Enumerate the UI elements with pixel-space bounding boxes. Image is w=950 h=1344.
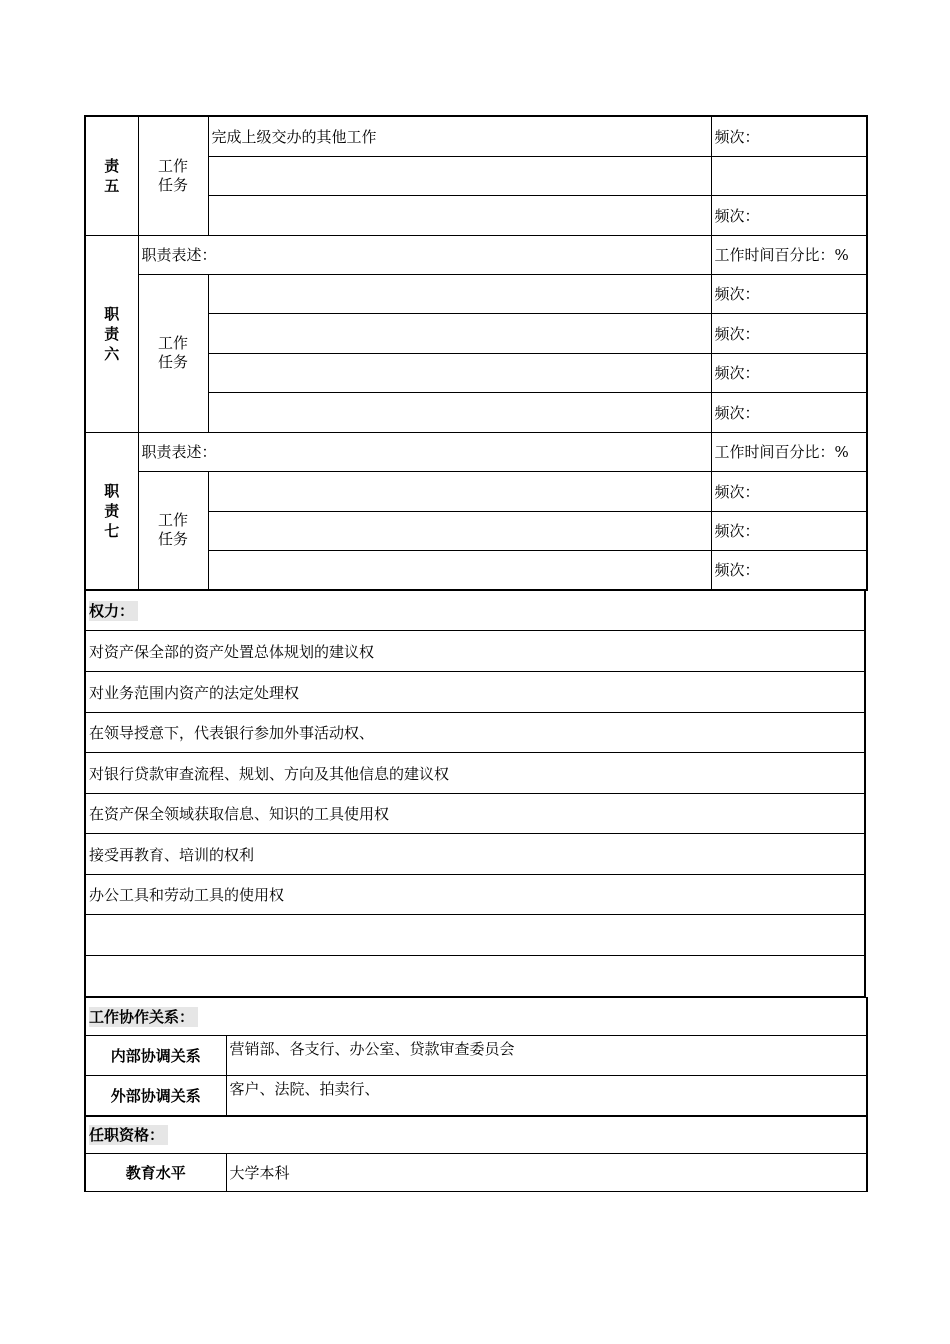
- duty5-freq-1: 频次：: [711, 116, 867, 156]
- duties-table: [84, 115, 868, 591]
- power-item-3: 在领导授意下，代表银行参加外事活动权、: [85, 713, 865, 753]
- duty7-time-percent: 工作时间百分比：%: [711, 432, 867, 471]
- power-item-9: [85, 956, 865, 997]
- duty6-task-1: [208, 274, 711, 313]
- duty7-freq-1: 频次：: [711, 471, 867, 511]
- duty6-freq-3: 频次：: [711, 353, 867, 392]
- internal-relations-value: 营销部、各支行、办公室、贷款审查委员会: [226, 1036, 867, 1076]
- power-item-6: 接受再教育、培训的权利: [85, 834, 865, 875]
- duty5-task-label: [138, 116, 208, 235]
- education-label: 教育水平: [85, 1154, 226, 1192]
- duty7-task-1: [208, 471, 711, 511]
- duty5-task-3: [208, 195, 711, 235]
- power-item-8: [85, 915, 865, 956]
- duty5-task-label-text: 工作 任务: [157, 156, 188, 194]
- duty6-label: [85, 235, 138, 432]
- duty5-label: [85, 116, 138, 235]
- power-item-1: 对资产保全部的资产处置总体规划的建议权: [85, 631, 865, 672]
- power-item-4: 对银行贷款审查流程、规划、方向及其他信息的建议权: [85, 753, 865, 794]
- power-item-2: 对业务范围内资产的法定处理权: [85, 672, 865, 713]
- power-item-5: 在资产保全领域获取信息、知识的工具使用权: [85, 794, 865, 834]
- duty6-task-label-text: 工作 任务: [157, 334, 188, 371]
- cooperation-table: [84, 997, 868, 1192]
- duty6-freq-1: 频次：: [711, 274, 867, 313]
- powers-title-text: 权力：: [89, 601, 138, 621]
- duty7-task-label-text: 工作 任务: [157, 511, 188, 549]
- external-relations-value: 客户、法院、拍卖行、: [226, 1076, 867, 1116]
- cooperation-title-text: 工作协作关系：: [89, 1007, 198, 1027]
- qualification-title: [85, 1116, 867, 1154]
- powers-title: [85, 591, 865, 631]
- duty6-freq-2: 频次：: [711, 313, 867, 353]
- education-value: 大学本科: [226, 1154, 867, 1192]
- duty6-label-text: 职 责 六: [104, 304, 120, 363]
- duty6-task-4: [208, 392, 711, 432]
- cooperation-title: [85, 998, 867, 1036]
- internal-relations-label: 内部协调关系: [85, 1036, 226, 1076]
- duty7-task-2: [208, 511, 711, 550]
- external-relations-label: 外部协调关系: [85, 1076, 226, 1116]
- duty6-description: 职责表述：: [138, 235, 711, 274]
- power-item-7: 办公工具和劳动工具的使用权: [85, 875, 865, 915]
- duty7-description: 职责表述：: [138, 432, 711, 471]
- duty7-label-text: 职 责 七: [104, 481, 120, 540]
- duty6-task-2: [208, 313, 711, 353]
- duty6-task-label: [138, 274, 208, 432]
- duty7-task-label: [138, 471, 208, 590]
- duty7-label: [85, 432, 138, 590]
- qualification-title-text: 任职资格：: [89, 1125, 168, 1145]
- duty6-freq-4: 频次：: [711, 392, 867, 432]
- duty6-task-3: [208, 353, 711, 392]
- duty6-time-percent: 工作时间百分比：%: [711, 235, 867, 274]
- duty5-task-1: 完成上级交办的其他工作: [208, 116, 711, 156]
- duty5-task-2: [208, 156, 711, 195]
- powers-table: [84, 590, 866, 998]
- duty7-freq-3: 频次：: [711, 550, 867, 590]
- duty7-task-3: [208, 550, 711, 590]
- duty5-label-text: 责 五: [104, 156, 120, 195]
- duty7-freq-2: 频次：: [711, 511, 867, 550]
- duty5-freq-3: 频次：: [711, 195, 867, 235]
- duty5-freq-2: [711, 156, 867, 195]
